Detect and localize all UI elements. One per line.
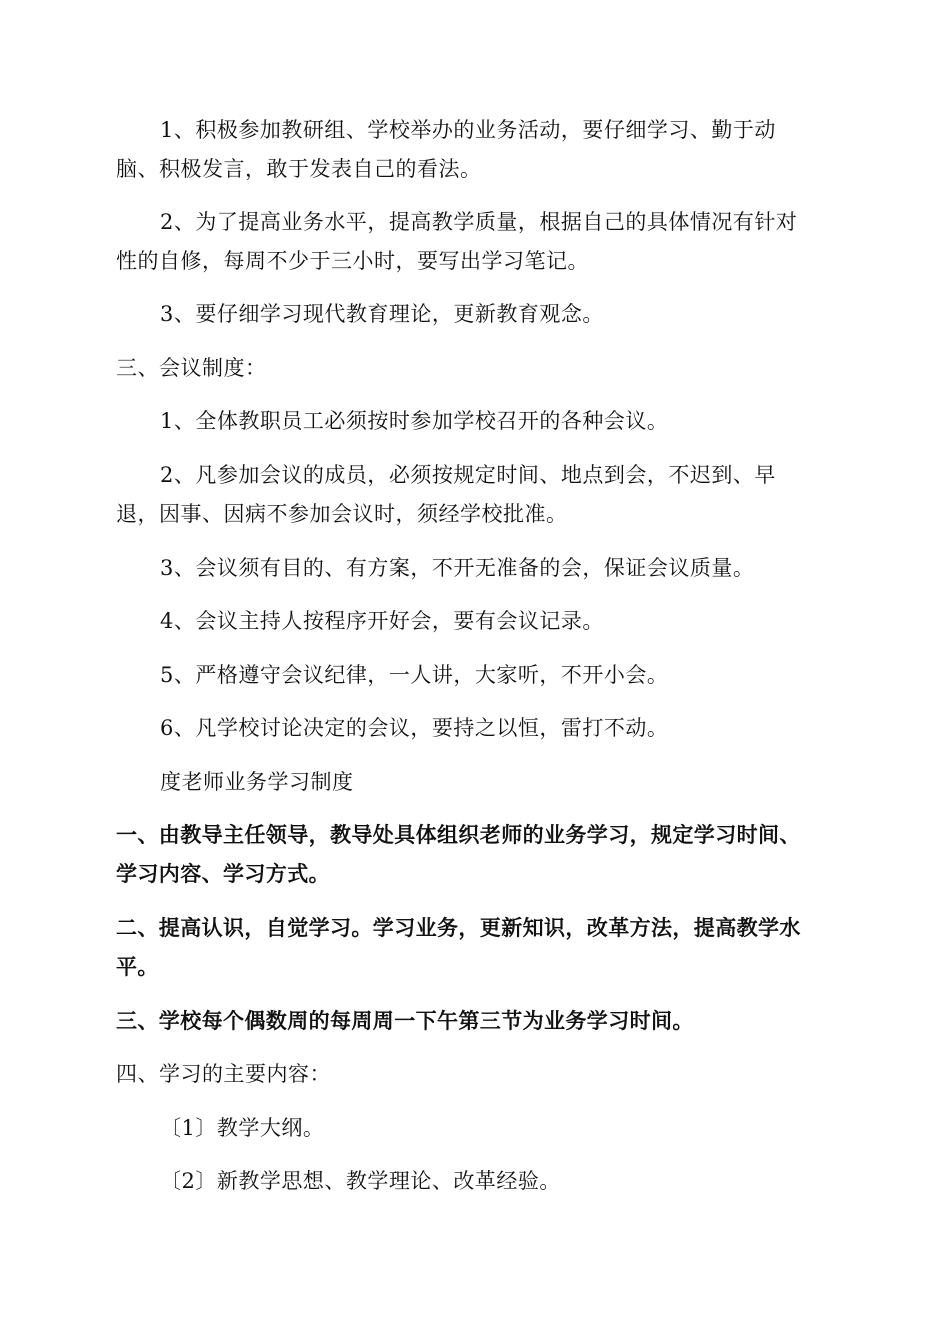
section-heading: 四、学习的主要内容： [116, 1062, 331, 1086]
paragraph-line: 退，因事、因病不参加会议时，须经学校批准。 [116, 502, 568, 526]
paragraph-line: 1、积极参加教研组、学校举办的业务活动，要仔细学习、勤于动 [160, 118, 776, 142]
paragraph-line: 5、严格遵守会议纪律，一人讲，大家听，不开小会。 [160, 663, 669, 687]
paragraph-line: 3、会议须有目的、有方案，不开无准备的会，保证会议质量。 [160, 556, 755, 580]
paragraph-line: 2、为了提高业务水平，提高教学质量，根据自己的具体情况有针对 [160, 210, 798, 234]
bold-paragraph-line: 学习内容、学习方式。 [116, 862, 330, 886]
paragraph-line: 1、全体教职员工必须按时参加学校召开的各种会议。 [160, 409, 669, 433]
paragraph-line: 2、凡参加会议的成员，必须按规定时间、地点到会，不迟到、早 [160, 463, 776, 487]
bold-paragraph-line: 平。 [116, 955, 159, 979]
list-item: 〔2〕新教学思想、教学理论、改革经验。 [160, 1169, 561, 1193]
paragraph-line: 脑、积极发言，敢于发表自己的看法。 [116, 157, 482, 181]
bold-paragraph-line: 三、学校每个偶数周的每周周一下午第三节为业务学习时间。 [116, 1009, 694, 1033]
list-item: 〔1〕教学大纲。 [160, 1116, 325, 1140]
bold-paragraph-line: 二、提高认识，自觉学习。学习业务，更新知识，改革方法，提高教学水 [116, 916, 801, 940]
paragraph-line: 6、凡学校讨论决定的会议，要持之以恒，雷打不动。 [160, 716, 669, 740]
paragraph-line: 4、会议主持人按程序开好会，要有会议记录。 [160, 609, 604, 633]
paragraph-line: 性的自修，每周不少于三小时，要写出学习笔记。 [116, 249, 589, 273]
section-heading: 三、会议制度： [116, 356, 267, 380]
paragraph-line: 3、要仔细学习现代教育理论，更新教育观念。 [160, 302, 604, 326]
bold-paragraph-line: 一、由教导主任领导，教导处具体组织老师的业务学习，规定学习时间、 [116, 823, 801, 847]
document-subtitle: 度老师业务学习制度 [160, 770, 354, 794]
